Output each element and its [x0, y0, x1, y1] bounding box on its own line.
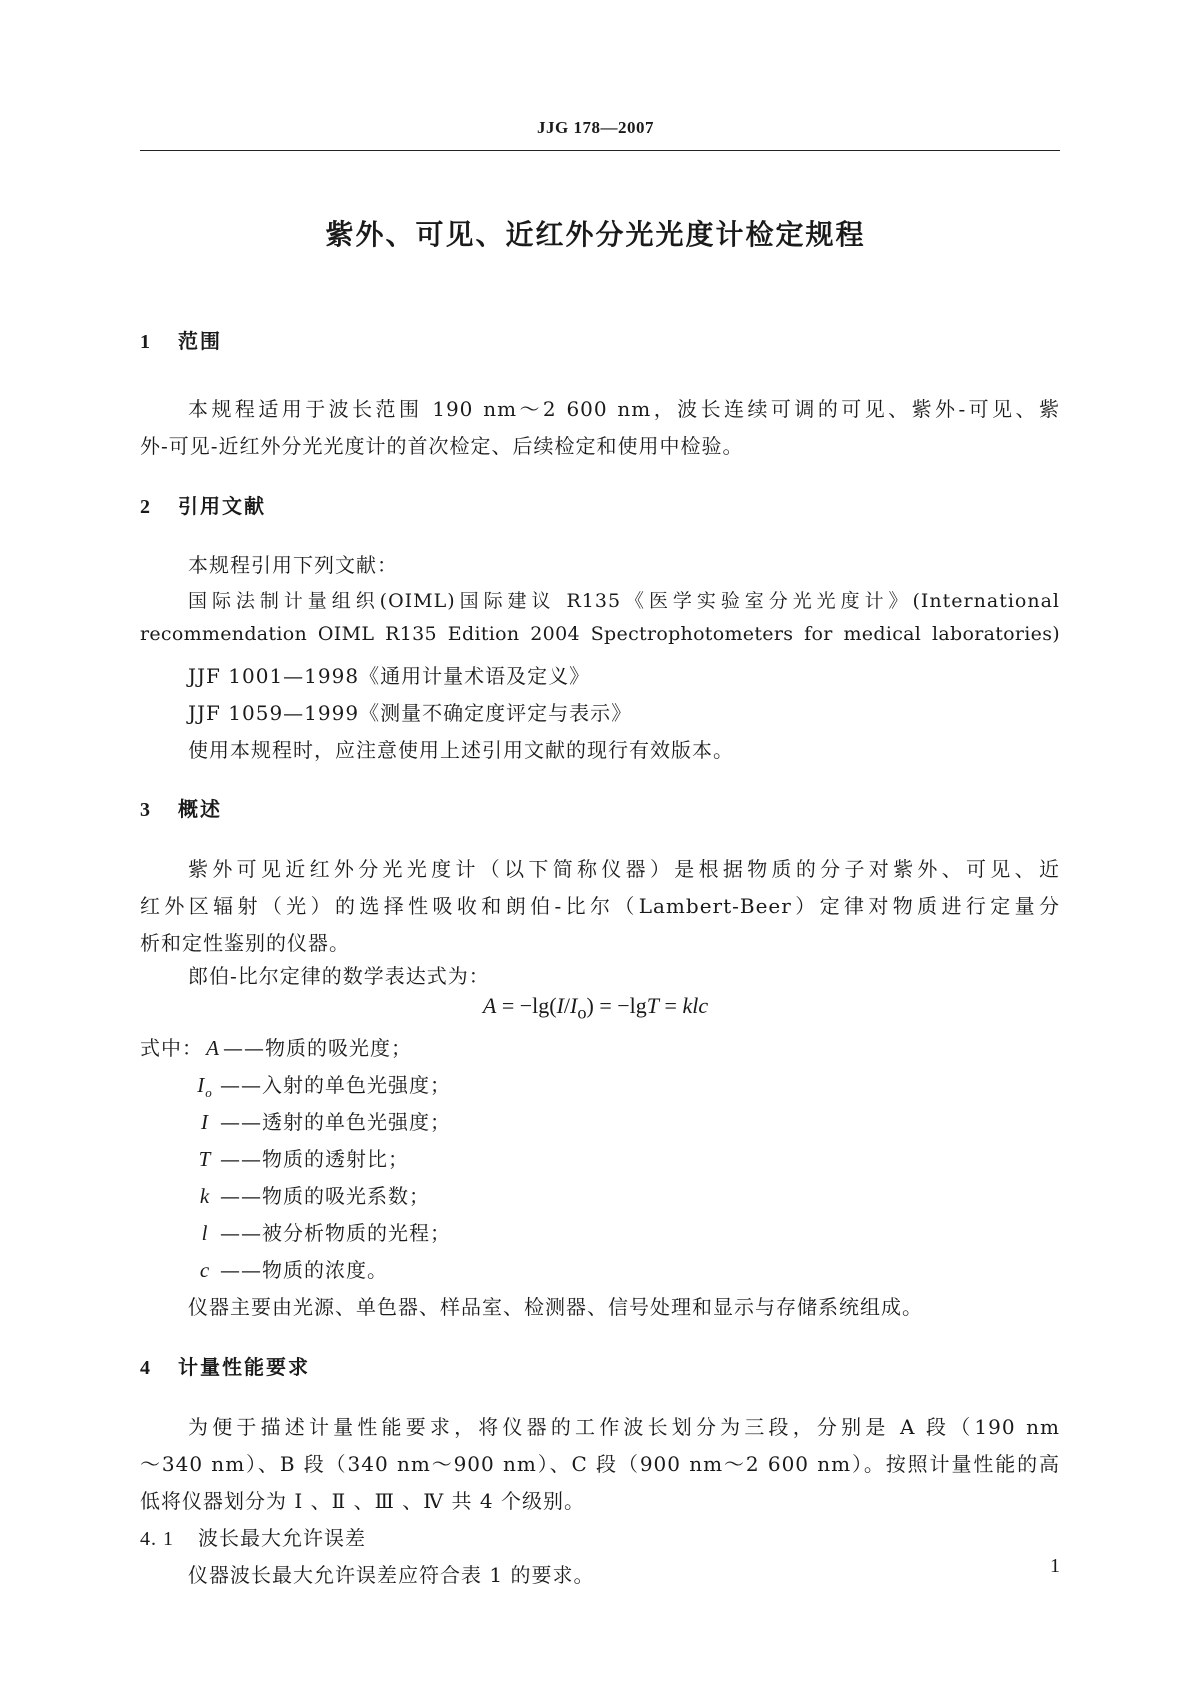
- variable-symbol: I: [201, 1110, 209, 1134]
- formula-symbol: klc: [682, 993, 709, 1018]
- variable-symbol: c: [199, 1258, 211, 1282]
- formula-symbol: I: [570, 993, 578, 1018]
- section-3-paragraph-line-1: 紫外可见近红外分光光度计（以下简称仪器）是根据物质的分子对紫外、可见、近: [188, 857, 1060, 881]
- variable-description: ——被分析物质的光程；: [220, 1221, 451, 1245]
- section-1-paragraph-line-2: 外-可见-近红外分光光度计的首次检定、后续检定和使用中检验。: [140, 434, 744, 458]
- section-3-paragraph-line-2: 红外区辐射（光）的选择性吸收和朗伯-比尔（Lambert-Beer）定律对物质进行定量分: [140, 894, 1060, 918]
- header-rule: [140, 150, 1060, 151]
- variable-description: ——透射的单色光强度；: [220, 1110, 451, 1134]
- section-number: 4: [140, 1357, 152, 1379]
- section-2-heading: [140, 490, 266, 519]
- section-4-1-paragraph: 仪器波长最大允许误差应符合表 1 的要求。: [188, 1563, 595, 1587]
- section-4-paragraph-line-1: 为便于描述计量性能要求，将仪器的工作波长划分为三段，分别是 A 段（190 nm: [188, 1415, 1060, 1439]
- variable-definition: [190, 1217, 451, 1246]
- reference-oiml-line-2: recommendation OIML R135 Edition 2004 Spectrophotometers for medical laboratories): [140, 623, 1060, 645]
- formula-text: = −lg(: [496, 993, 557, 1018]
- section-title: 引用文献: [178, 494, 266, 518]
- subsection-number: 4. 1: [140, 1528, 174, 1550]
- variable-description: ——物质的浓度。: [220, 1258, 388, 1282]
- section-title: 概述: [178, 797, 222, 821]
- formula-text: =: [659, 993, 683, 1018]
- section-number: 3: [140, 799, 152, 821]
- references-intro: 本规程引用下列文献：: [188, 553, 398, 577]
- variable-subscript: o: [205, 1085, 213, 1101]
- page-number: 1: [1050, 1555, 1060, 1577]
- subsection-4-1-heading: [140, 1522, 1060, 1551]
- subsection-title: 波长最大允许误差: [198, 1526, 366, 1550]
- variable-definition: [190, 1180, 430, 1209]
- formula-subscript: o: [577, 1002, 587, 1023]
- variable-symbol-text: I: [197, 1073, 206, 1097]
- lambert-beer-formula: [0, 993, 1191, 1023]
- variable-description: ——物质的透射比；: [220, 1147, 409, 1171]
- section-4-paragraph-line-3: 低将仪器划分为 Ⅰ 、Ⅱ 、Ⅲ 、Ⅳ 共 4 个级别。: [140, 1489, 585, 1513]
- document-title: 紫外、可见、近红外分光光度计检定规程: [325, 218, 866, 251]
- section-number: 1: [140, 331, 152, 353]
- variable-symbol: T: [198, 1147, 212, 1171]
- variable-description: ——物质的吸光系数；: [220, 1184, 430, 1208]
- variable-definition: [190, 1069, 451, 1101]
- reference-jjf-1001: JJF 1001—1998《通用计量术语及定义》: [188, 664, 591, 688]
- section-3-paragraph-line-3: 析和定性鉴别的仪器。: [140, 931, 350, 955]
- formula-symbol: T: [646, 993, 660, 1018]
- where-label: 式中：: [140, 1036, 203, 1060]
- section-4-heading: [140, 1351, 310, 1380]
- section-1-heading: [140, 325, 222, 354]
- instrument-components: 仪器主要由光源、单色器、样品室、检测器、信号处理和显示与存储系统组成。: [188, 1295, 923, 1319]
- formula-text: /: [563, 993, 571, 1018]
- variable-symbol: A: [206, 1036, 220, 1060]
- standard-code-header: JJG 178—2007: [537, 118, 654, 137]
- references-note: 使用本规程时，应注意使用上述引用文献的现行有效版本。: [188, 738, 734, 762]
- variable-symbol: [190, 1073, 220, 1101]
- section-number: 2: [140, 496, 152, 518]
- formula-intro: 郎伯-比尔定律的数学表达式为：: [188, 964, 490, 988]
- variable-definition: [190, 1106, 451, 1135]
- variable-description: ——物质的吸光度；: [223, 1036, 412, 1060]
- section-title: 范围: [178, 329, 222, 353]
- section-4-paragraph-line-2: ～340 nm）、B 段（340 nm～900 nm）、C 段（900 nm～2 600 nm）。按照计量性能的高: [140, 1452, 1060, 1476]
- section-3-heading: [140, 793, 222, 822]
- variable-definition: [190, 1254, 388, 1283]
- formula-text: ) = −lg: [586, 993, 647, 1018]
- formula-symbol: I: [556, 993, 564, 1018]
- variable-definition: [190, 1143, 409, 1172]
- variable-symbol: k: [199, 1184, 211, 1208]
- section-title: 计量性能要求: [178, 1355, 310, 1379]
- reference-jjf-1059: JJF 1059—1999《测量不确定度评定与表示》: [188, 701, 633, 725]
- reference-oiml-line-1: 国际法制计量组织(OIML)国际建议 R135《医学实验室分光光度计》(International: [188, 590, 1060, 612]
- variable-definition: [140, 1032, 412, 1061]
- variable-symbol: l: [201, 1221, 209, 1245]
- formula-symbol: A: [482, 993, 497, 1018]
- section-1-paragraph-line-1: 本规程适用于波长范围 190 nm～2 600 nm，波长连续可调的可见、紫外-可见、紫: [188, 397, 1060, 421]
- variable-description: ——入射的单色光强度；: [220, 1073, 451, 1097]
